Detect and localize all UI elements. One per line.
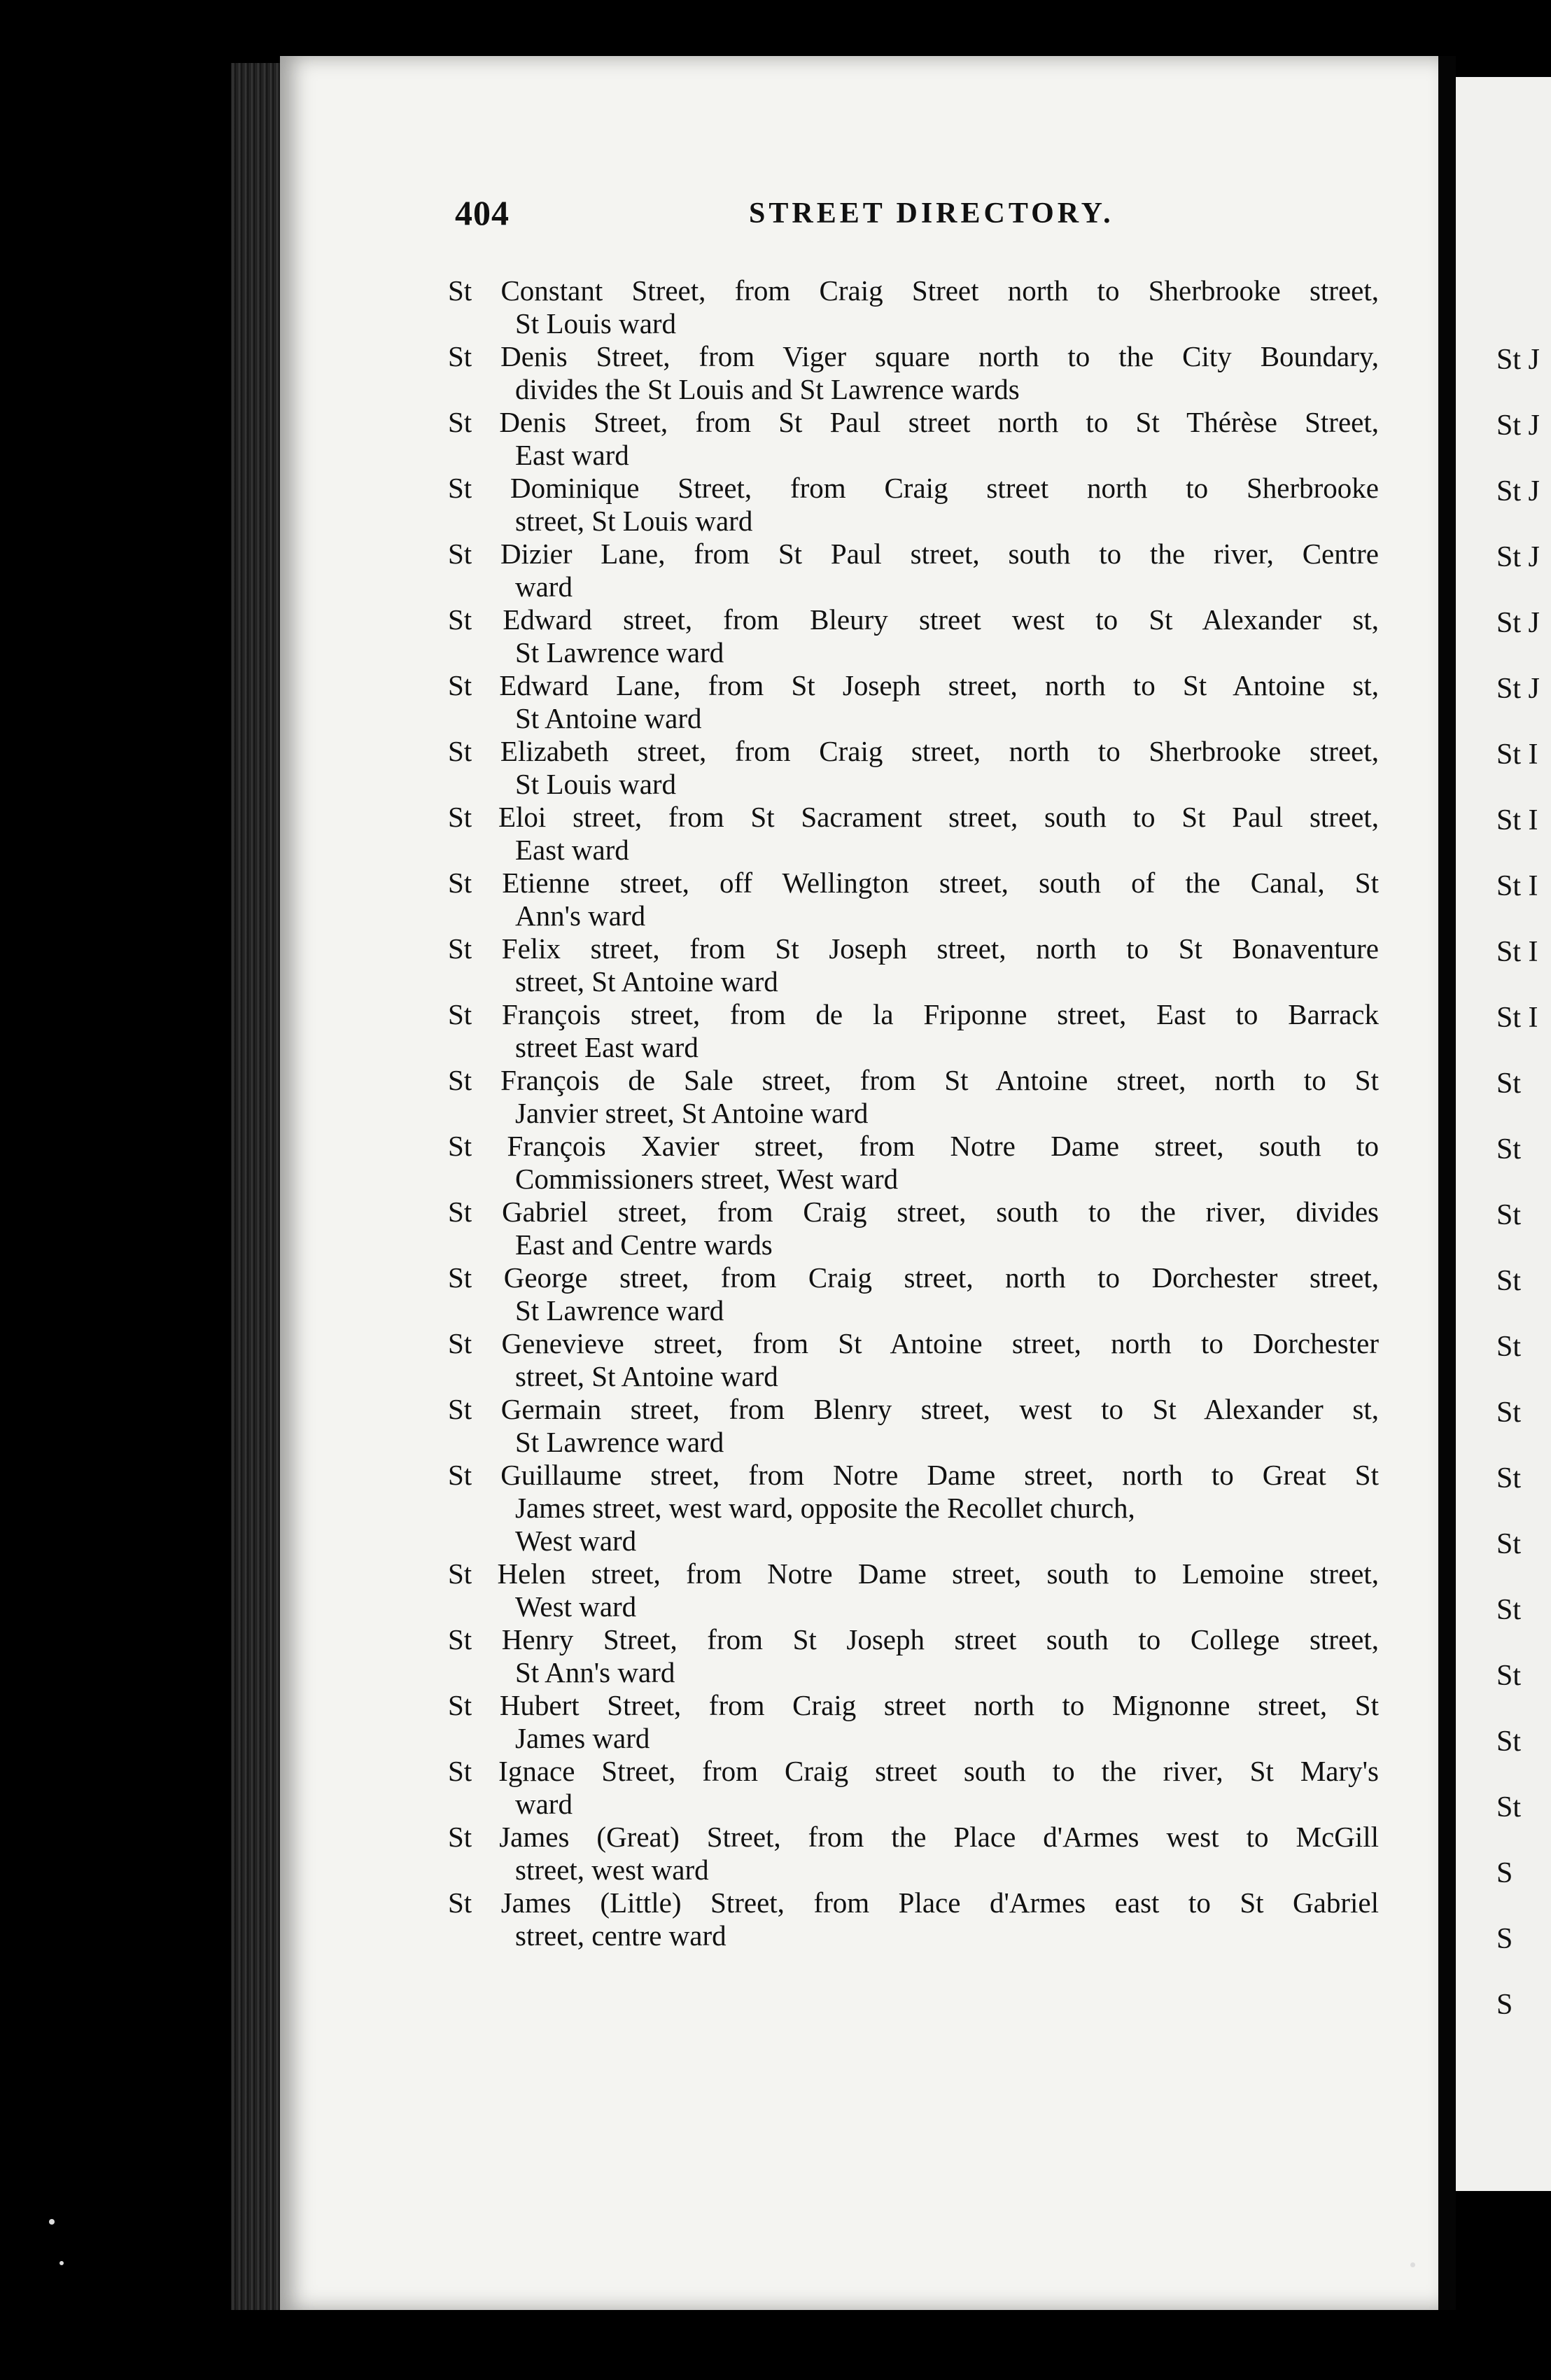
entry-continuation-line: street, centre ward xyxy=(515,1919,727,1952)
entry-first-line: St James (Little) Street, from Place d'Armes east to St Gabriel xyxy=(448,1886,1379,1919)
facing-page-line-fragment: St xyxy=(1496,1528,1522,1560)
entry-continuation-line: Commissioners street, West ward xyxy=(515,1163,899,1195)
facing-page-line-fragment: St I xyxy=(1496,738,1538,771)
entry-first-line: St Constant Street, from Craig Street north to Sherbrooke street, xyxy=(448,274,1379,307)
entry-continuation-line: street, west ward xyxy=(515,1854,709,1886)
facing-page-line-fragment: St xyxy=(1496,1396,1522,1429)
directory-entry xyxy=(448,1755,1379,1821)
facing-page-line-fragment: St J xyxy=(1496,475,1540,507)
facing-page-line-fragment: St J xyxy=(1496,607,1540,639)
directory-entry xyxy=(448,1558,1379,1623)
facing-page-line-fragment: St I xyxy=(1496,936,1538,968)
entry-first-line: St Elizabeth street, from Craig street, north to Sherbrooke street, xyxy=(448,735,1379,767)
entry-continuation-line: street, St Antoine ward xyxy=(515,1360,778,1392)
facing-page-line-fragment: St J xyxy=(1496,344,1540,376)
entry-continuation-line: Ann's ward xyxy=(515,899,646,932)
entry-first-line: St Felix street, from St Joseph street, north to St Bonaventure xyxy=(448,932,1379,965)
entry-first-line: St Genevieve street, from St Antoine street, north to Dorchester xyxy=(448,1327,1379,1359)
facing-page-line-fragment: St xyxy=(1496,1462,1522,1494)
facing-page-line-fragment: St I xyxy=(1496,1002,1538,1034)
directory-entry xyxy=(448,472,1379,538)
directory-entry xyxy=(448,406,1379,472)
directory-entry xyxy=(448,1886,1379,1952)
entry-continuation-line: ward xyxy=(515,570,573,603)
entry-continuation-line: West ward xyxy=(515,1590,637,1623)
entry-first-line: St Dizier Lane, from St Paul street, south to the river, Centre xyxy=(448,538,1379,570)
directory-entry xyxy=(448,1130,1379,1196)
directory-entry xyxy=(448,998,1379,1064)
directory-entry xyxy=(448,1196,1379,1261)
directory-entry xyxy=(448,1064,1379,1130)
entry-first-line: St George street, from Craig street, north to Dorchester street, xyxy=(448,1261,1379,1294)
entry-continuation-line: West ward xyxy=(515,1525,637,1557)
facing-page-line-fragment: St J xyxy=(1496,673,1540,705)
entry-continuation-line: St Louis ward xyxy=(515,307,677,340)
entry-continuation-line: James street, west ward, opposite the Recollet church, xyxy=(515,1492,1135,1524)
directory-entry xyxy=(448,932,1379,998)
facing-page-line-fragment: S xyxy=(1496,1857,1513,1889)
entry-first-line: St Edward street, from Bleury street west to St Alexander st, xyxy=(448,603,1379,636)
facing-page-line-fragment: St xyxy=(1496,1068,1522,1100)
entry-continuation-line: James ward xyxy=(515,1722,650,1754)
facing-page-line-fragment: St J xyxy=(1496,410,1540,442)
entry-first-line: St Gabriel street, from Craig street, south to the river, divides xyxy=(448,1196,1379,1228)
entry-first-line: St Dominique Street, from Craig street north to Sherbrooke xyxy=(448,472,1379,504)
entry-continuation-line: St Lawrence ward xyxy=(515,1294,724,1326)
entry-continuation-line: street, St Antoine ward xyxy=(515,965,778,997)
entry-continuation-line: St Ann's ward xyxy=(515,1656,675,1688)
facing-page-line-fragment: St xyxy=(1496,1726,1522,1758)
directory-entry xyxy=(448,801,1379,867)
directory-entry xyxy=(448,669,1379,735)
entry-first-line: St Germain street, from Blenry street, west to St Alexander st, xyxy=(448,1393,1379,1425)
book-gutter xyxy=(1438,56,1456,2310)
entry-continuation-line: ward xyxy=(515,1788,573,1820)
entry-continuation-line: St Antoine ward xyxy=(515,702,702,734)
facing-page-line-fragment: St xyxy=(1496,1660,1522,1692)
entry-first-line: St Hubert Street, from Craig street north to Mignonne street, St xyxy=(448,1689,1379,1721)
entry-first-line: St James (Great) Street, from the Place d'Armes west to McGill xyxy=(448,1821,1379,1853)
entry-first-line: St Eloi street, from St Sacrament street, south to St Paul street, xyxy=(448,801,1379,833)
directory-entry xyxy=(448,1261,1379,1327)
entry-continuation-line: St Lawrence ward xyxy=(515,1426,724,1458)
directory-entry xyxy=(448,1459,1379,1558)
facing-page-line-fragment: St xyxy=(1496,1791,1522,1823)
entry-first-line: St Etienne street, off Wellington street, south of the Canal, St xyxy=(448,867,1379,899)
scan-speck xyxy=(49,2219,55,2225)
entry-continuation-line: Janvier street, St Antoine ward xyxy=(515,1097,869,1129)
facing-page-line-fragment: St I xyxy=(1496,870,1538,902)
facing-page-line-fragment: St xyxy=(1496,1133,1522,1166)
entry-first-line: St Denis Street, from Viger square north to the City Boundary, xyxy=(448,340,1379,372)
directory-entry xyxy=(448,1689,1379,1755)
scan-speck xyxy=(1410,2262,1415,2267)
directory-entry xyxy=(448,735,1379,801)
directory-entry xyxy=(448,274,1379,340)
directory-entry xyxy=(448,1393,1379,1459)
directory-entry xyxy=(448,1623,1379,1689)
facing-page-line-fragment: St xyxy=(1496,1265,1522,1297)
running-head: STREET DIRECTORY. xyxy=(749,197,1114,230)
facing-page-line-fragment: St xyxy=(1496,1331,1522,1363)
directory-entry xyxy=(448,538,1379,603)
entry-first-line: St François de Sale street, from St Antoine street, north to St xyxy=(448,1064,1379,1096)
entry-first-line: St Helen street, from Notre Dame street, south to Lemoine street, xyxy=(448,1558,1379,1590)
entry-continuation-line: St Louis ward xyxy=(515,768,677,800)
facing-page-line-fragment: St J xyxy=(1496,541,1540,573)
facing-page-line-fragment: St xyxy=(1496,1199,1522,1231)
entry-continuation-line: divides the St Louis and St Lawrence wards xyxy=(515,373,1020,405)
entry-first-line: St Edward Lane, from St Joseph street, north to St Antoine st, xyxy=(448,669,1379,701)
facing-page-line-fragment: S xyxy=(1496,1989,1513,2021)
directory-entry xyxy=(448,867,1379,932)
directory-entry xyxy=(448,340,1379,406)
scan-speck xyxy=(59,2261,64,2265)
directory-entry xyxy=(448,603,1379,669)
facing-page-line-fragment: St xyxy=(1496,1594,1522,1626)
entry-first-line: St Denis Street, from St Paul street north to St Thérèse Street, xyxy=(448,406,1379,438)
page-header xyxy=(455,192,1379,241)
entry-first-line: St Henry Street, from St Joseph street south to College street, xyxy=(448,1623,1379,1656)
entry-continuation-line: East ward xyxy=(515,439,629,471)
directory-entry xyxy=(448,1821,1379,1886)
entry-continuation-line: street, St Louis ward xyxy=(515,505,753,537)
entry-first-line: St Guillaume street, from Notre Dame street, north to Great St xyxy=(448,1459,1379,1491)
page-number: 404 xyxy=(455,193,510,232)
entry-first-line: St François Xavier street, from Notre Dame street, south to xyxy=(448,1130,1379,1162)
entry-first-line: St Ignace Street, from Craig street south to the river, St Mary's xyxy=(448,1755,1379,1787)
entry-continuation-line: street East ward xyxy=(515,1031,699,1063)
entry-continuation-line: East ward xyxy=(515,834,629,866)
entry-continuation-line: St Lawrence ward xyxy=(515,636,724,668)
facing-page-fragment xyxy=(1456,77,1551,2191)
entry-continuation-line: East and Centre wards xyxy=(515,1228,773,1261)
street-directory-entries xyxy=(448,274,1379,1952)
facing-page-line-fragment: St I xyxy=(1496,804,1538,836)
entry-first-line: St François street, from de la Friponne street, East to Barrack xyxy=(448,998,1379,1030)
facing-page-line-fragment: S xyxy=(1496,1923,1513,1955)
directory-entry xyxy=(448,1327,1379,1393)
